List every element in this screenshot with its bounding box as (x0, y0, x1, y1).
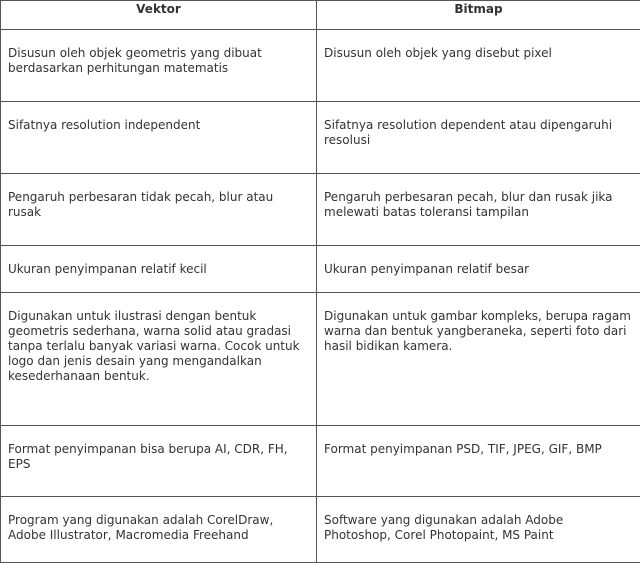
cell-bitmap: Format penyimpanan PSD, TIF, JPEG, GIF, BMP (317, 426, 640, 497)
table-row (1, 246, 640, 293)
header-row (1, 1, 640, 30)
header-vektor: Vektor (1, 1, 317, 30)
cell-vektor: Pengaruh perbesaran tidak pecah, blur atau rusak (1, 174, 317, 246)
cell-bitmap: Digunakan untuk gambar kompleks, berupa ragam warna dan bentuk yangberaneka, seperti foto dari hasil bidikan kamera. (317, 293, 640, 426)
header-bitmap: Bitmap (317, 1, 640, 30)
table-body (1, 30, 640, 563)
table-row (1, 102, 640, 174)
cell-bitmap: Disusun oleh objek yang disebut pixel (317, 30, 640, 102)
table-row (1, 497, 640, 563)
table-row (1, 174, 640, 246)
table-row (1, 293, 640, 426)
table-row (1, 426, 640, 497)
cell-vektor: Disusun oleh objek geometris yang dibuat berdasarkan perhitungan matematis (1, 30, 317, 102)
table-row (1, 30, 640, 102)
cell-vektor: Sifatnya resolution independent (1, 102, 317, 174)
cell-bitmap: Ukuran penyimpanan relatif besar (317, 246, 640, 293)
cell-bitmap: Sifatnya resolution dependent atau dipengaruhi resolusi (317, 102, 640, 174)
cell-vektor: Format penyimpanan bisa berupa AI, CDR, FH, EPS (1, 426, 317, 497)
cell-vektor: Ukuran penyimpanan relatif kecil (1, 246, 317, 293)
cell-bitmap: Pengaruh perbesaran pecah, blur dan rusak jika melewati batas toleransi tampilan (317, 174, 640, 246)
cell-bitmap: Software yang digunakan adalah Adobe Photoshop, Corel Photopaint, MS Paint (317, 497, 640, 563)
cell-vektor: Digunakan untuk ilustrasi dengan bentuk geometris sederhana, warna solid atau gradasi tanpa terlalu banyak variasi warna. Cocok untuk logo dan jenis desain yang mengandalkan kesederhanaan bentuk. (1, 293, 317, 426)
cell-vektor: Program yang digunakan adalah CorelDraw, Adobe Illustrator, Macromedia Freehand (1, 497, 317, 563)
table-header (1, 1, 640, 30)
